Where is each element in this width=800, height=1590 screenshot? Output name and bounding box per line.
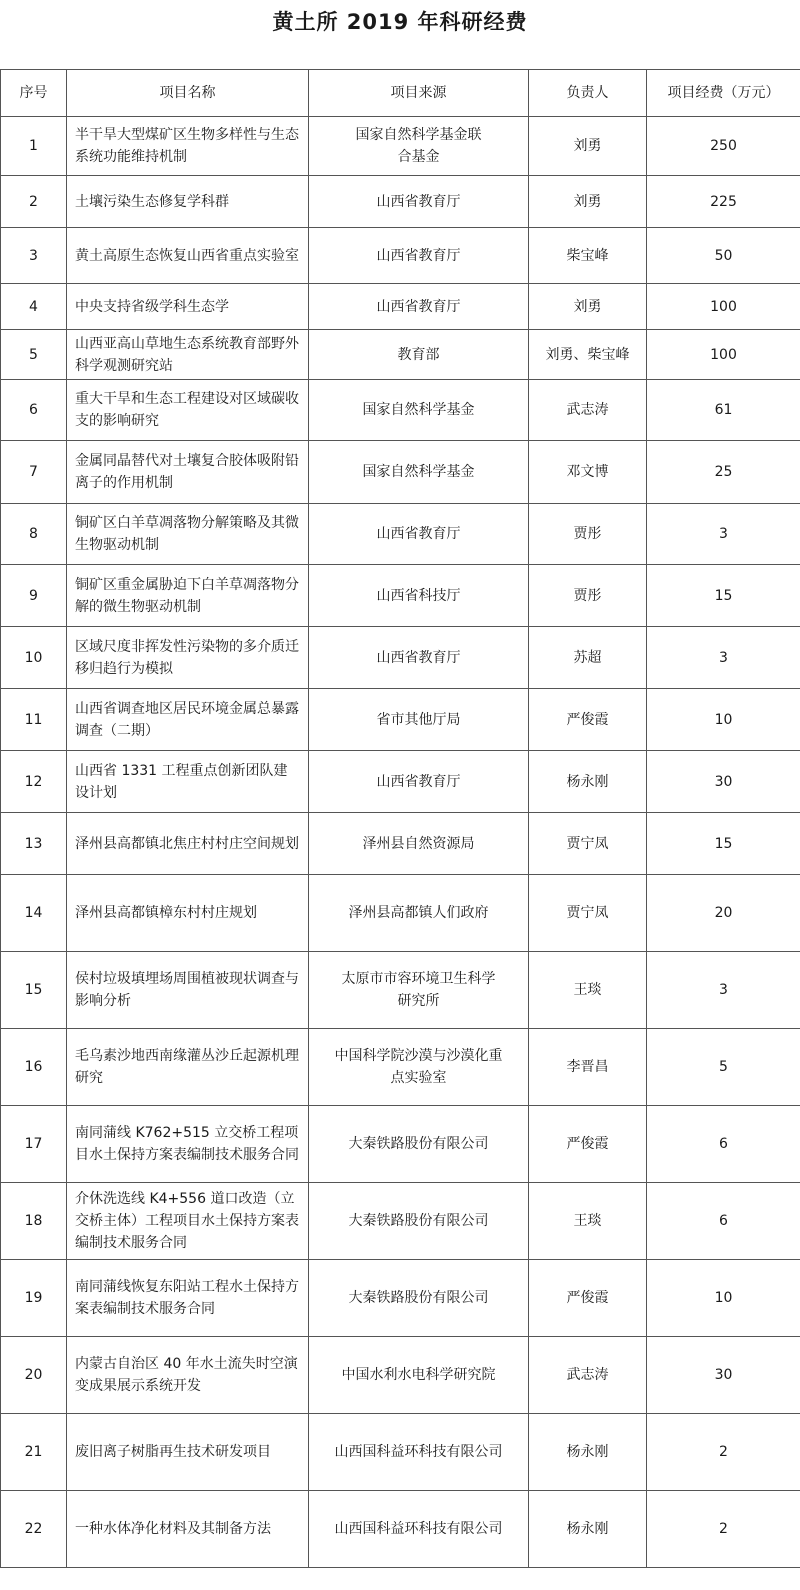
cell-leader: 王琰 [529, 952, 647, 1029]
table-row [1, 565, 800, 627]
header-amount: 项目经费（万元） [647, 70, 800, 117]
cell-no: 3 [1, 228, 67, 284]
cell-leader: 苏超 [529, 627, 647, 689]
cell-no: 19 [1, 1260, 67, 1337]
cell-amount: 10 [647, 689, 800, 751]
cell-leader: 杨永刚 [529, 1414, 647, 1491]
table-row [1, 504, 800, 565]
cell-no: 21 [1, 1414, 67, 1491]
table-row [1, 228, 800, 284]
cell-amount: 6 [647, 1183, 800, 1260]
cell-source: 大秦铁路股份有限公司 [309, 1183, 529, 1260]
funding-table [0, 69, 800, 1568]
cell-leader: 严俊霞 [529, 1106, 647, 1183]
cell-name: 内蒙古自治区 40 年水土流失时空演变成果展示系统开发 [67, 1337, 309, 1414]
cell-name: 黄土高原生态恢复山西省重点实验室 [67, 228, 309, 284]
cell-source: 大秦铁路股份有限公司 [309, 1260, 529, 1337]
cell-name: 山西省 1331 工程重点创新团队建设计划 [67, 751, 309, 813]
cell-name: 一种水体净化材料及其制备方法 [67, 1491, 309, 1568]
cell-no: 22 [1, 1491, 67, 1568]
cell-source: 山西国科益环科技有限公司 [309, 1491, 529, 1568]
cell-source: 国家自然科学基金 [309, 441, 529, 504]
cell-no: 16 [1, 1029, 67, 1106]
table-row [1, 1260, 800, 1337]
cell-source: 太原市市容环境卫生科学研究所 [309, 952, 529, 1029]
cell-source: 山西省教育厅 [309, 228, 529, 284]
cell-name: 毛乌素沙地西南缘灌丛沙丘起源机理研究 [67, 1029, 309, 1106]
cell-name: 区域尺度非挥发性污染物的多介质迁移归趋行为模拟 [67, 627, 309, 689]
cell-amount: 30 [647, 751, 800, 813]
table-row [1, 176, 800, 228]
cell-source: 山西省教育厅 [309, 284, 529, 330]
cell-amount: 25 [647, 441, 800, 504]
cell-leader: 王琰 [529, 1183, 647, 1260]
cell-source: 山西省教育厅 [309, 751, 529, 813]
cell-name: 南同蒲线 K762+515 立交桥工程项目水土保持方案表编制技术服务合同 [67, 1106, 309, 1183]
cell-no: 20 [1, 1337, 67, 1414]
cell-leader: 武志涛 [529, 380, 647, 441]
cell-amount: 2 [647, 1414, 800, 1491]
cell-amount: 10 [647, 1260, 800, 1337]
cell-amount: 2 [647, 1491, 800, 1568]
cell-name: 废旧离子树脂再生技术研发项目 [67, 1414, 309, 1491]
table-row [1, 952, 800, 1029]
table-row [1, 875, 800, 952]
cell-amount: 225 [647, 176, 800, 228]
cell-leader: 杨永刚 [529, 751, 647, 813]
cell-name: 山西亚高山草地生态系统教育部野外科学观测研究站 [67, 330, 309, 380]
cell-amount: 3 [647, 627, 800, 689]
cell-leader: 严俊霞 [529, 1260, 647, 1337]
cell-source: 中国水利水电科学研究院 [309, 1337, 529, 1414]
cell-amount: 100 [647, 284, 800, 330]
cell-leader: 武志涛 [529, 1337, 647, 1414]
cell-name: 山西省调查地区居民环境金属总暴露调查（二期） [67, 689, 309, 751]
page-title: 黄土所 2019 年科研经费 [272, 10, 528, 34]
cell-source: 山西省教育厅 [309, 627, 529, 689]
cell-name: 泽州县高都镇北焦庄村村庄空间规划 [67, 813, 309, 875]
cell-amount: 20 [647, 875, 800, 952]
cell-source: 山西国科益环科技有限公司 [309, 1414, 529, 1491]
cell-source: 山西省教育厅 [309, 504, 529, 565]
cell-leader: 刘勇、柴宝峰 [529, 330, 647, 380]
cell-amount: 61 [647, 380, 800, 441]
cell-name: 重大干旱和生态工程建设对区域碳收支的影响研究 [67, 380, 309, 441]
cell-amount: 250 [647, 117, 800, 176]
cell-source: 山西省教育厅 [309, 176, 529, 228]
table-row [1, 1337, 800, 1414]
cell-no: 8 [1, 504, 67, 565]
cell-source: 泽州县高都镇人们政府 [309, 875, 529, 952]
table-row [1, 284, 800, 330]
table-row [1, 689, 800, 751]
cell-leader: 李晋昌 [529, 1029, 647, 1106]
cell-amount: 100 [647, 330, 800, 380]
table-row [1, 751, 800, 813]
cell-amount: 15 [647, 813, 800, 875]
cell-no: 9 [1, 565, 67, 627]
cell-name: 铜矿区重金属胁迫下白羊草凋落物分解的微生物驱动机制 [67, 565, 309, 627]
cell-no: 2 [1, 176, 67, 228]
cell-source: 大秦铁路股份有限公司 [309, 1106, 529, 1183]
cell-amount: 50 [647, 228, 800, 284]
cell-no: 12 [1, 751, 67, 813]
cell-no: 10 [1, 627, 67, 689]
cell-no: 5 [1, 330, 67, 380]
cell-amount: 3 [647, 504, 800, 565]
cell-no: 6 [1, 380, 67, 441]
header-source: 项目来源 [309, 70, 529, 117]
cell-source: 国家自然科学基金联合基金 [309, 117, 529, 176]
table-row [1, 330, 800, 380]
cell-source: 中国科学院沙漠与沙漠化重点实验室 [309, 1029, 529, 1106]
header-name: 项目名称 [67, 70, 309, 117]
table-row [1, 1029, 800, 1106]
cell-amount: 5 [647, 1029, 800, 1106]
table-row [1, 1106, 800, 1183]
cell-leader: 刘勇 [529, 284, 647, 330]
cell-no: 11 [1, 689, 67, 751]
cell-no: 17 [1, 1106, 67, 1183]
cell-source: 教育部 [309, 330, 529, 380]
cell-amount: 3 [647, 952, 800, 1029]
table-row [1, 1491, 800, 1568]
cell-no: 1 [1, 117, 67, 176]
cell-leader: 刘勇 [529, 176, 647, 228]
table-row [1, 380, 800, 441]
cell-name: 介休洗选线 K4+556 道口改造（立交桥主体）工程项目水土保持方案表编制技术服务合同 [67, 1183, 309, 1260]
cell-amount: 30 [647, 1337, 800, 1414]
cell-no: 4 [1, 284, 67, 330]
table-row [1, 117, 800, 176]
cell-name: 铜矿区白羊草凋落物分解策略及其微生物驱动机制 [67, 504, 309, 565]
cell-no: 18 [1, 1183, 67, 1260]
cell-name: 金属同晶替代对土壤复合胶体吸附铅离子的作用机制 [67, 441, 309, 504]
cell-name: 土壤污染生态修复学科群 [67, 176, 309, 228]
cell-name: 中央支持省级学科生态学 [67, 284, 309, 330]
header-leader: 负责人 [529, 70, 647, 117]
cell-leader: 贾彤 [529, 504, 647, 565]
table-row [1, 1414, 800, 1491]
table-row [1, 813, 800, 875]
cell-leader: 贾宁凤 [529, 813, 647, 875]
cell-leader: 杨永刚 [529, 1491, 647, 1568]
table-row [1, 1183, 800, 1260]
table-row [1, 441, 800, 504]
table-row [1, 627, 800, 689]
cell-name: 侯村垃圾填埋场周围植被现状调查与影响分析 [67, 952, 309, 1029]
cell-no: 13 [1, 813, 67, 875]
cell-leader: 柴宝峰 [529, 228, 647, 284]
cell-name: 泽州县高都镇樟东村村庄规划 [67, 875, 309, 952]
cell-no: 7 [1, 441, 67, 504]
cell-source: 国家自然科学基金 [309, 380, 529, 441]
cell-source: 泽州县自然资源局 [309, 813, 529, 875]
cell-no: 14 [1, 875, 67, 952]
cell-leader: 贾宁凤 [529, 875, 647, 952]
cell-name: 南同蒲线恢复东阳站工程水土保持方案表编制技术服务合同 [67, 1260, 309, 1337]
cell-amount: 15 [647, 565, 800, 627]
table-header-row [1, 70, 800, 117]
cell-name: 半干旱大型煤矿区生物多样性与生态系统功能维持机制 [67, 117, 309, 176]
cell-leader: 贾彤 [529, 565, 647, 627]
cell-leader: 严俊霞 [529, 689, 647, 751]
cell-leader: 刘勇 [529, 117, 647, 176]
cell-no: 15 [1, 952, 67, 1029]
cell-source: 省市其他厅局 [309, 689, 529, 751]
cell-source: 山西省科技厅 [309, 565, 529, 627]
header-no: 序号 [1, 70, 67, 117]
cell-amount: 6 [647, 1106, 800, 1183]
cell-leader: 邓文博 [529, 441, 647, 504]
